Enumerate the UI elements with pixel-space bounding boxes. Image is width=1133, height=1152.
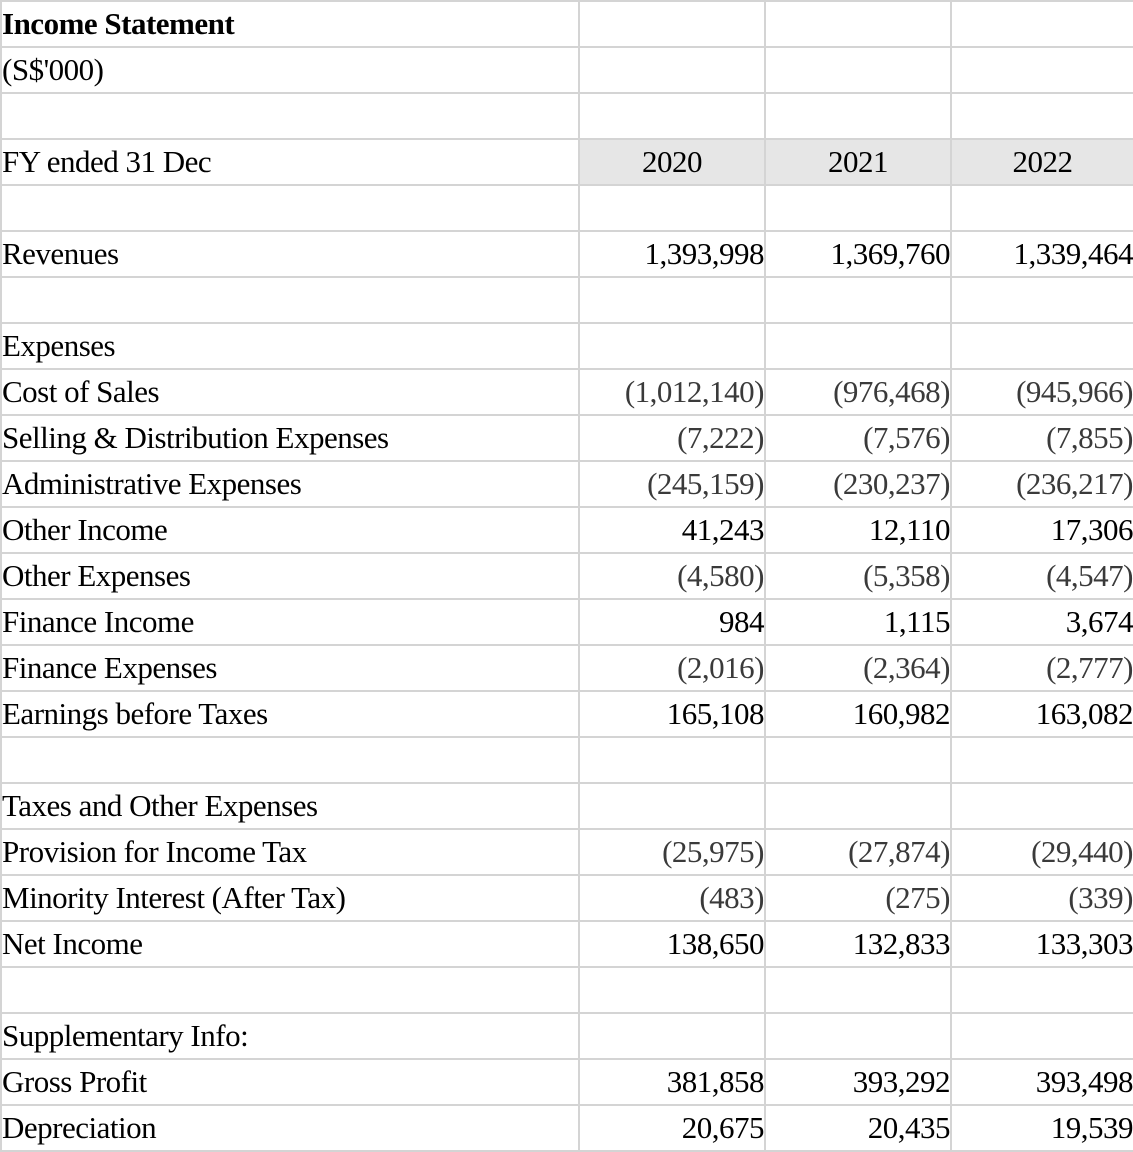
value-cell[interactable]: (236,217) xyxy=(951,461,1133,507)
value-cell[interactable]: (7,576) xyxy=(765,415,951,461)
empty-cell[interactable] xyxy=(579,277,765,323)
minority-interest-row xyxy=(1,875,1133,921)
finance-income-row xyxy=(1,599,1133,645)
section-header[interactable]: Taxes and Other Expenses xyxy=(1,783,579,829)
title-row xyxy=(1,1,1133,47)
empty-cell[interactable] xyxy=(765,1013,951,1059)
value-cell[interactable]: 393,498 xyxy=(951,1059,1133,1105)
row-label[interactable]: Net Income xyxy=(1,921,579,967)
statement-title[interactable]: Income Statement xyxy=(1,1,579,47)
value-cell[interactable]: 1,369,760 xyxy=(765,231,951,277)
value-cell[interactable]: (483) xyxy=(579,875,765,921)
empty-cell[interactable] xyxy=(579,967,765,1013)
row-label[interactable]: Selling & Distribution Expenses xyxy=(1,415,579,461)
empty-cell[interactable] xyxy=(579,185,765,231)
value-cell[interactable]: (976,468) xyxy=(765,369,951,415)
empty-cell[interactable] xyxy=(951,323,1133,369)
value-cell[interactable]: (27,874) xyxy=(765,829,951,875)
blank-row xyxy=(1,93,1133,139)
finance-expenses-row xyxy=(1,645,1133,691)
empty-cell[interactable] xyxy=(951,47,1133,93)
depreciation-row xyxy=(1,1105,1133,1151)
value-cell[interactable]: (7,855) xyxy=(951,415,1133,461)
row-label[interactable]: Provision for Income Tax xyxy=(1,829,579,875)
value-cell[interactable]: (5,358) xyxy=(765,553,951,599)
blank-row xyxy=(1,967,1133,1013)
value-cell[interactable]: 138,650 xyxy=(579,921,765,967)
empty-cell[interactable] xyxy=(765,1,951,47)
value-cell[interactable]: 3,674 xyxy=(951,599,1133,645)
row-label[interactable]: Finance Expenses xyxy=(1,645,579,691)
unit-row xyxy=(1,47,1133,93)
income-tax-row xyxy=(1,829,1133,875)
empty-cell[interactable] xyxy=(765,737,951,783)
value-cell[interactable]: 41,243 xyxy=(579,507,765,553)
row-label[interactable]: Earnings before Taxes xyxy=(1,691,579,737)
value-cell[interactable]: (245,159) xyxy=(579,461,765,507)
revenues-row xyxy=(1,231,1133,277)
empty-cell[interactable] xyxy=(951,1013,1133,1059)
year-2022[interactable]: 2022 xyxy=(951,139,1133,185)
empty-cell[interactable] xyxy=(579,1,765,47)
empty-cell[interactable] xyxy=(1,737,579,783)
supplementary-header-row xyxy=(1,1013,1133,1059)
section-header[interactable]: Supplementary Info: xyxy=(1,1013,579,1059)
taxes-header-row xyxy=(1,783,1133,829)
row-label[interactable]: Revenues xyxy=(1,231,579,277)
value-cell[interactable]: 984 xyxy=(579,599,765,645)
value-cell[interactable]: 20,435 xyxy=(765,1105,951,1151)
value-cell[interactable]: 163,082 xyxy=(951,691,1133,737)
empty-cell[interactable] xyxy=(1,185,579,231)
value-cell[interactable]: (1,012,140) xyxy=(579,369,765,415)
empty-cell[interactable] xyxy=(765,277,951,323)
empty-cell[interactable] xyxy=(765,93,951,139)
empty-cell[interactable] xyxy=(1,93,579,139)
gross-profit-row xyxy=(1,1059,1133,1105)
value-cell[interactable]: 133,303 xyxy=(951,921,1133,967)
row-label[interactable]: Gross Profit xyxy=(1,1059,579,1105)
empty-cell[interactable] xyxy=(579,1013,765,1059)
value-cell[interactable]: 12,110 xyxy=(765,507,951,553)
year-header-row xyxy=(1,139,1133,185)
expenses-header-row xyxy=(1,323,1133,369)
row-label[interactable]: Other Expenses xyxy=(1,553,579,599)
blank-row xyxy=(1,737,1133,783)
value-cell[interactable]: 19,539 xyxy=(951,1105,1133,1151)
value-cell[interactable]: (339) xyxy=(951,875,1133,921)
row-label[interactable]: Finance Income xyxy=(1,599,579,645)
value-cell[interactable]: (29,440) xyxy=(951,829,1133,875)
empty-cell[interactable] xyxy=(765,323,951,369)
year-2020[interactable]: 2020 xyxy=(579,139,765,185)
cost-of-sales-row xyxy=(1,369,1133,415)
value-cell[interactable]: 1,115 xyxy=(765,599,951,645)
row-label[interactable]: Administrative Expenses xyxy=(1,461,579,507)
value-cell[interactable]: 20,675 xyxy=(579,1105,765,1151)
empty-cell[interactable] xyxy=(579,93,765,139)
empty-cell[interactable] xyxy=(951,783,1133,829)
administrative-row xyxy=(1,461,1133,507)
value-cell[interactable]: 160,982 xyxy=(765,691,951,737)
value-cell[interactable]: (7,222) xyxy=(579,415,765,461)
value-cell[interactable]: 132,833 xyxy=(765,921,951,967)
empty-cell[interactable] xyxy=(579,47,765,93)
value-cell[interactable]: 1,393,998 xyxy=(579,231,765,277)
ebt-row xyxy=(1,691,1133,737)
other-expenses-row xyxy=(1,553,1133,599)
empty-cell[interactable] xyxy=(951,737,1133,783)
value-cell[interactable]: (25,975) xyxy=(579,829,765,875)
blank-row xyxy=(1,185,1133,231)
value-cell[interactable]: (230,237) xyxy=(765,461,951,507)
value-cell[interactable]: (275) xyxy=(765,875,951,921)
row-label[interactable]: Other Income xyxy=(1,507,579,553)
value-cell[interactable]: (2,777) xyxy=(951,645,1133,691)
value-cell[interactable]: (2,364) xyxy=(765,645,951,691)
empty-cell[interactable] xyxy=(765,185,951,231)
empty-cell[interactable] xyxy=(579,323,765,369)
value-cell[interactable]: (4,547) xyxy=(951,553,1133,599)
value-cell[interactable]: (4,580) xyxy=(579,553,765,599)
empty-cell[interactable] xyxy=(579,737,765,783)
empty-cell[interactable] xyxy=(765,967,951,1013)
selling-distribution-row xyxy=(1,415,1133,461)
year-2021[interactable]: 2021 xyxy=(765,139,951,185)
value-cell[interactable]: 381,858 xyxy=(579,1059,765,1105)
empty-cell[interactable] xyxy=(579,783,765,829)
blank-row xyxy=(1,277,1133,323)
fy-label[interactable]: FY ended 31 Dec xyxy=(1,139,579,185)
empty-cell[interactable] xyxy=(765,47,951,93)
value-cell[interactable]: 393,292 xyxy=(765,1059,951,1105)
row-label[interactable]: Cost of Sales xyxy=(1,369,579,415)
empty-cell[interactable] xyxy=(1,967,579,1013)
empty-cell[interactable] xyxy=(951,185,1133,231)
row-label[interactable]: Minority Interest (After Tax) xyxy=(1,875,579,921)
value-cell[interactable]: 165,108 xyxy=(579,691,765,737)
empty-cell[interactable] xyxy=(951,277,1133,323)
value-cell[interactable]: (945,966) xyxy=(951,369,1133,415)
empty-cell[interactable] xyxy=(951,967,1133,1013)
empty-cell[interactable] xyxy=(1,277,579,323)
empty-cell[interactable] xyxy=(765,783,951,829)
empty-cell[interactable] xyxy=(951,1,1133,47)
net-income-row xyxy=(1,921,1133,967)
currency-unit[interactable]: (S$'000) xyxy=(1,47,579,93)
value-cell[interactable]: 1,339,464 xyxy=(951,231,1133,277)
other-income-row xyxy=(1,507,1133,553)
value-cell[interactable]: (2,016) xyxy=(579,645,765,691)
empty-cell[interactable] xyxy=(951,93,1133,139)
row-label[interactable]: Depreciation xyxy=(1,1105,579,1151)
section-header[interactable]: Expenses xyxy=(1,323,579,369)
value-cell[interactable]: 17,306 xyxy=(951,507,1133,553)
